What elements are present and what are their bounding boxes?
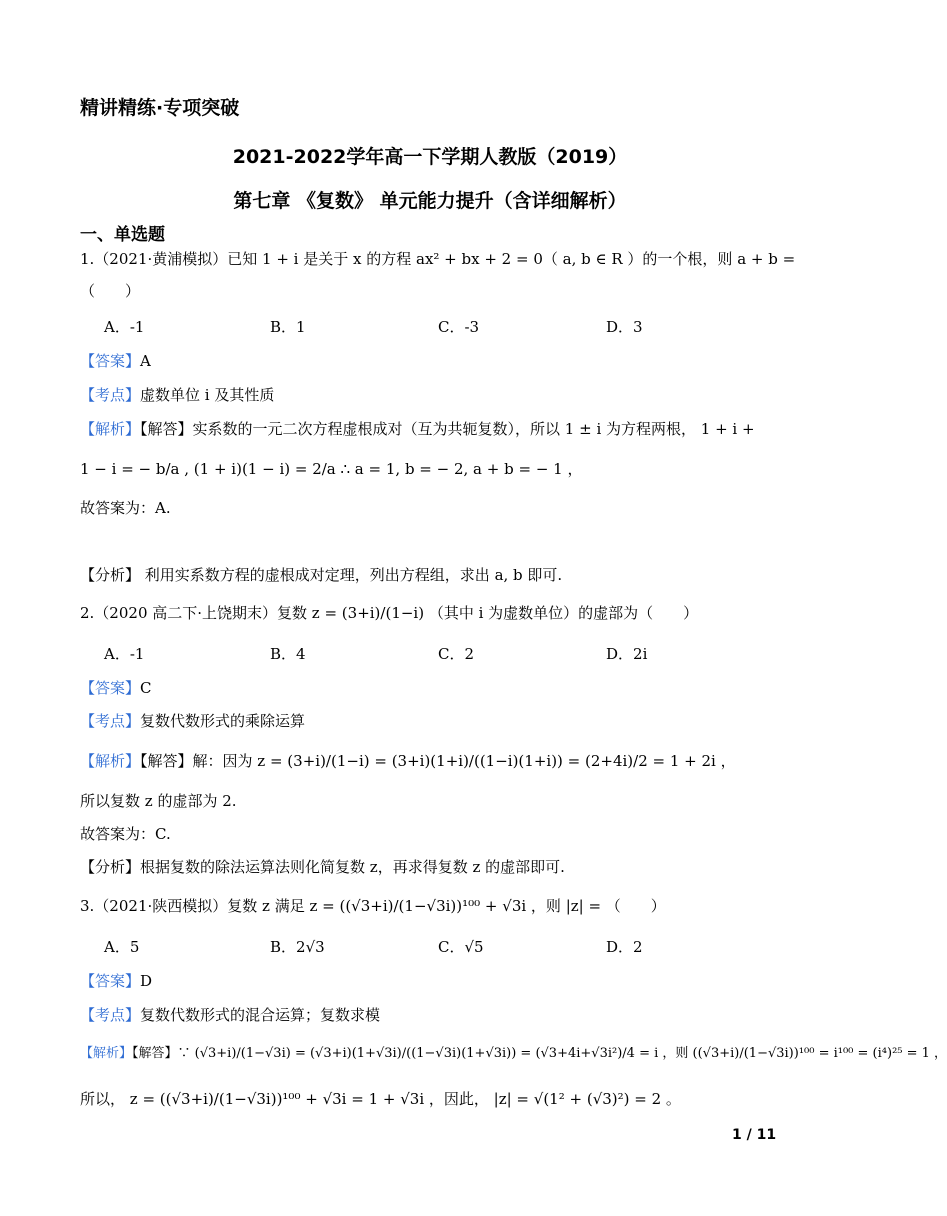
question-1-solution (80, 418, 755, 439)
point-label: 【考点】 (80, 1006, 141, 1024)
fenxi-text: 根据复数的除法运算法则化简复数 z，再求得复数 z 的虚部即可. (140, 858, 565, 876)
question-1-conclusion: 故答案为：A. (80, 499, 171, 517)
question-3-answer (80, 970, 152, 991)
question-2-option-a: A．-1 (104, 645, 145, 663)
question-2-solution-line2: 所以复数 z 的虚部为 2. (80, 792, 237, 810)
solution-label: 【解答】 (140, 752, 193, 770)
question-1-option-b: B．1 (270, 318, 306, 336)
document-title: 2021-2022学年高一下学期人教版（2019） (232, 146, 628, 168)
answer-value: A (140, 352, 151, 370)
solution-text: ∵ (√3+i)/(1−√3i) = (√3+i)(1+√3i)/((1−√3i)(1+√3i)) = (√3+4i+√3i²)/4 = i ，则 ((√3+i)/(1−√3i))¹⁰⁰ = i¹⁰⁰ = (i⁴)²⁵ = 1 ， (177, 1046, 947, 1061)
page-number: 1 / 11 (732, 1127, 777, 1143)
analysis-label: 【解析】 (80, 1046, 133, 1061)
answer-value: C (140, 679, 152, 697)
document-subtitle: 第七章 《复数》 单元能力提升（含详细解析） (233, 190, 627, 212)
section-heading: 一、单选题 (80, 225, 165, 245)
point-value: 虚数单位 i 及其性质 (140, 386, 275, 404)
question-1-option-c: C．-3 (438, 318, 480, 336)
series-title: 精讲精练·专项突破 (80, 97, 240, 119)
answer-value: D (140, 972, 153, 990)
question-2-analysis (80, 856, 565, 877)
question-2-answer (80, 677, 152, 698)
question-2-solution (80, 750, 736, 771)
question-2-option-b: B．4 (270, 645, 306, 663)
fenxi-text: 利用实系数方程的虚根成对定理，列出方程组，求出 a, b 即可. (144, 566, 563, 584)
question-1-option-a: A．-1 (104, 318, 145, 336)
fenxi-label: 【分析】 (80, 566, 141, 584)
question-1-stem: 1.（2021·黄浦模拟）已知 1 + i 是关于 x 的方程 ax² + bx + 2 = 0（ a, b ∈ R ）的一个根，则 a + b = (80, 250, 796, 268)
question-2-stem: 2.（2020 高二下·上饶期末）复数 z = (3+i)/(1−i) （其中 i 为虚数单位）的虚部为（ ） (80, 604, 699, 622)
analysis-label: 【解析】 (80, 420, 141, 438)
solution-label: 【解答】 (132, 1046, 178, 1061)
question-3-option-a: A．5 (104, 938, 140, 956)
answer-label: 【答案】 (80, 972, 141, 990)
solution-text: 解：因为 z = (3+i)/(1−i) = (3+i)(1+i)/((1−i)(1+i)) = (2+4i)/2 = 1 + 2i ， (192, 752, 736, 770)
solution-text: 实系数的一元二次方程虚根成对（互为共轭复数），所以 1 ± i 为方程两根， 1 + i + (192, 420, 755, 438)
fenxi-label: 【分析】 (80, 858, 141, 876)
point-value: 复数代数形式的乘除运算 (140, 712, 306, 730)
answer-label: 【答案】 (80, 352, 141, 370)
question-3-solution-line2: 所以， z = ((√3+i)/(1−√3i))¹⁰⁰ + √3i = 1 + √3i ，因此， |z| = √(1² + (√3)²) = 2 。 (80, 1090, 681, 1108)
question-1-answer (80, 350, 151, 371)
question-3-point (80, 1004, 380, 1025)
point-label: 【考点】 (80, 386, 141, 404)
analysis-label: 【解析】 (80, 752, 141, 770)
question-1-solution-formula: 1 − i = − b/a , (1 + i)(1 − i) = 2/a ∴ a = 1, b = − 2, a + b = − 1 ， (80, 460, 583, 478)
question-3-stem: 3.（2021·陕西模拟）复数 z 满足 z = ((√3+i)/(1−√3i))¹⁰⁰ + √3i ，则 |z| = （ ） (80, 897, 666, 915)
question-3-option-b: B．2√3 (270, 938, 325, 956)
question-3-option-c: C．√5 (438, 938, 484, 956)
solution-label: 【解答】 (140, 420, 193, 438)
question-2-conclusion: 故答案为：C. (80, 825, 171, 843)
question-1-analysis (80, 564, 562, 585)
question-1-point (80, 384, 274, 405)
question-1-option-d: D．3 (606, 318, 643, 336)
question-1-stem-paren: （ ） (80, 282, 141, 300)
answer-label: 【答案】 (80, 679, 141, 697)
point-label: 【考点】 (80, 712, 141, 730)
question-2-point (80, 710, 305, 731)
question-3-option-d: D．2 (606, 938, 643, 956)
point-value: 复数代数形式的混合运算；复数求模 (140, 1006, 381, 1024)
question-2-option-c: C．2 (438, 645, 475, 663)
question-2-option-d: D．2i (606, 645, 648, 663)
question-3-solution (80, 1042, 947, 1061)
